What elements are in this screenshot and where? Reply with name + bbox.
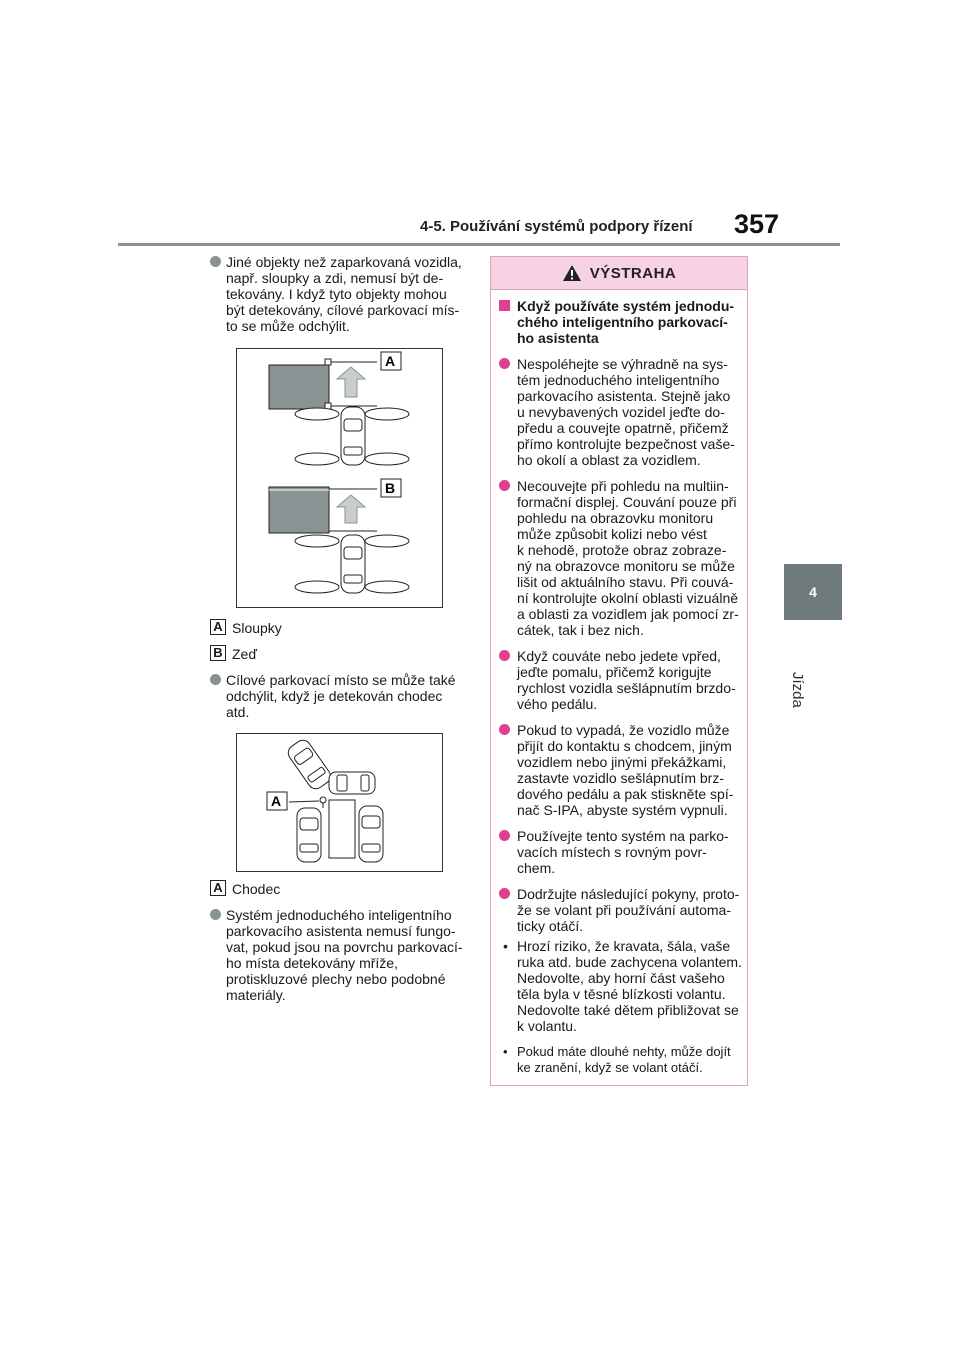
text-line: pohledu na obrazovku monitoru <box>517 510 714 526</box>
legend-text: Sloupky <box>232 620 282 636</box>
text-line: lišit od aktuálního stavu. Při couvá- <box>517 574 734 590</box>
bullet-dot <box>499 830 510 841</box>
section-title: 4-5. Používání systémů podpory řízení <box>420 218 693 235</box>
sub-bullet-mark: • <box>503 938 508 954</box>
text-line: cátek, tak i bez nich. <box>517 622 644 638</box>
text-line: ní kontrolujte okolní oblasti vizuálně <box>517 590 739 606</box>
header-rule <box>118 243 840 246</box>
legend-item-posts <box>210 620 282 636</box>
bullet-dot <box>210 256 221 267</box>
text-line: předu a couvejte opatrně, přičemž <box>517 420 729 436</box>
bullet-objects-detection <box>210 254 482 334</box>
parking-diagram-posts-wall <box>237 349 442 607</box>
text-line: u nevybavených vozidel jeďte do- <box>517 404 725 420</box>
warning-box <box>490 256 748 1086</box>
callout-a: A <box>385 353 396 369</box>
bullet-dot <box>210 909 221 920</box>
legend-key-box: A <box>210 880 226 896</box>
legend-item-wall <box>210 646 257 662</box>
parking-diagram-pedestrian <box>237 734 442 871</box>
chapter-tab[interactable] <box>784 564 842 620</box>
legend-key-box: A <box>210 619 226 635</box>
text-line: odchýlit, když je detekován chodec <box>226 688 443 704</box>
text-line: může způsobit kolizi nebo vést <box>517 526 707 542</box>
figure-posts-wall <box>236 348 443 608</box>
text-line: Pokud to vypadá, že vozidlo může <box>517 722 730 738</box>
callout-b: B <box>385 480 396 496</box>
text-line: chem. <box>517 860 556 876</box>
text-line: ke zranění, když se volant otáčí. <box>517 1060 703 1075</box>
text-line: Používejte tento systém na parko- <box>517 828 729 844</box>
text-line: dového pedálu a pak stiskněte spí- <box>517 786 734 802</box>
text-line: Nedovolte také dětem přibližovat se <box>517 1002 739 1018</box>
bullet-pedestrian-deviation <box>210 672 482 720</box>
text-line: Když používáte systém jednodu- <box>517 298 735 314</box>
text-line: že se volant při používání automa- <box>517 902 732 918</box>
legend-text: Chodec <box>232 881 281 897</box>
bullet-grates-plates <box>210 907 482 1003</box>
text-line: Pokud máte dlouhé nehty, může dojít <box>517 1044 731 1059</box>
text-line: k nehodě, protože obraz zobraze- <box>517 542 727 558</box>
text-line: Když couváte nebo jedete vpřed, <box>517 648 721 664</box>
warning-triangle-icon <box>562 264 582 282</box>
text-line: vozidlem nebo jinými překážkami, <box>517 754 727 770</box>
warning-sub-item <box>499 938 742 1034</box>
warning-body <box>491 290 747 1076</box>
bullet-dot <box>499 888 510 899</box>
text-line: Hrozí riziko, že kravata, šála, vaše <box>517 938 731 954</box>
text-line: protiskluzové plechy nebo podobné <box>226 971 446 987</box>
text-line: Dodržujte následující pokyny, proto- <box>517 886 740 902</box>
text-line: Systém jednoduchého inteligentního <box>226 907 452 923</box>
warning-bullet <box>499 648 735 712</box>
text-line: ho okolí a oblast za vozidlem. <box>517 452 701 468</box>
text-line: tém jednoduchého inteligentního <box>517 372 720 388</box>
bullet-dot <box>499 650 510 661</box>
text-line: nač S-IPA, abyste systém vypnuli. <box>517 802 728 818</box>
text-line: Nedovolte, aby horní část vašeho <box>517 970 725 986</box>
text-line: chého inteligentního parkovací- <box>517 314 728 330</box>
callout-a: A <box>271 793 282 809</box>
text-line: atd. <box>226 704 250 720</box>
legend-key-box: B <box>210 645 226 661</box>
text-line: Cílové parkovací místo se může také <box>226 672 456 688</box>
text-line: Necouvejte při pohledu na multiin- <box>517 478 729 494</box>
text-line: zastavte vozidlo sešlápnutím brz- <box>517 770 724 786</box>
chapter-number: 4 <box>809 584 817 600</box>
sub-bullet-mark: • <box>503 1044 508 1059</box>
text-line: rychlost vozidla sešlápnutím brzdo- <box>517 680 736 696</box>
bullet-dot <box>499 724 510 735</box>
figure-pedestrian <box>236 733 443 872</box>
text-line: přímo kontrolujte bezpečnost vaše- <box>517 436 735 452</box>
text-line: těla byla v těsné blízkosti volantu. <box>517 986 726 1002</box>
text-line: k volantu. <box>517 1018 577 1034</box>
text-line: parkovacího asistenta nemusí fungo- <box>226 923 456 939</box>
text-line: ruka atd. bude zachycena volantem. <box>517 954 742 970</box>
legend-text: Zeď <box>232 646 257 662</box>
text-line: materiály. <box>226 987 286 1003</box>
text-line: Nespoléhejte se výhradně na sys- <box>517 356 728 372</box>
warning-bullet <box>499 356 735 468</box>
bullet-dot <box>499 480 510 491</box>
warning-heading <box>499 298 735 346</box>
warning-sub-item <box>499 1044 735 1076</box>
bullet-dot <box>499 358 510 369</box>
bullet-dot <box>210 674 221 685</box>
text-line: např. sloupky a zdi, nemusí být de- <box>226 270 444 286</box>
warning-header <box>491 257 747 290</box>
text-line: a oblasti za vozidlem jak pomocí zr- <box>517 606 739 622</box>
text-line: vého pedálu. <box>517 696 598 712</box>
text-line: jeďte pomalu, přičemž korigujte <box>517 664 712 680</box>
text-line: vat, pokud jsou na povrchu parkovací- <box>226 939 463 955</box>
warning-title: VÝSTRAHA <box>589 264 677 282</box>
text-line: formační displej. Couvání pouze při <box>517 494 737 510</box>
text-line: tekovány. I když tyto objekty mohou <box>226 286 447 302</box>
legend-item-pedestrian <box>210 881 280 897</box>
warning-bullet <box>499 886 740 934</box>
text-line: být detekovány, cílové parkovací mís- <box>226 302 460 318</box>
heading-square-icon <box>499 300 510 311</box>
warning-bullet <box>499 722 735 818</box>
warning-bullet <box>499 828 735 876</box>
page-number: 357 <box>734 209 780 239</box>
warning-bullet <box>499 478 739 638</box>
text-line: Jiné objekty než zaparkovaná vozidla, <box>226 254 462 270</box>
chapter-label <box>789 636 824 708</box>
text-line: ticky otáčí. <box>517 918 584 934</box>
text-line: přijít do kontaktu s chodcem, jiným <box>517 738 732 754</box>
text-line: ho místa detekovány mříže, <box>226 955 398 971</box>
text-line: ný na obrazovce monitoru se může <box>517 558 735 574</box>
text-line: parkovacího asistenta. Stejně jako <box>517 388 731 404</box>
chapter-name: Jízda <box>789 672 806 708</box>
text-line: to se může odchýlit. <box>226 318 350 334</box>
text-line: ho asistenta <box>517 330 599 346</box>
text-line: vacích místech s rovným povr- <box>517 844 707 860</box>
